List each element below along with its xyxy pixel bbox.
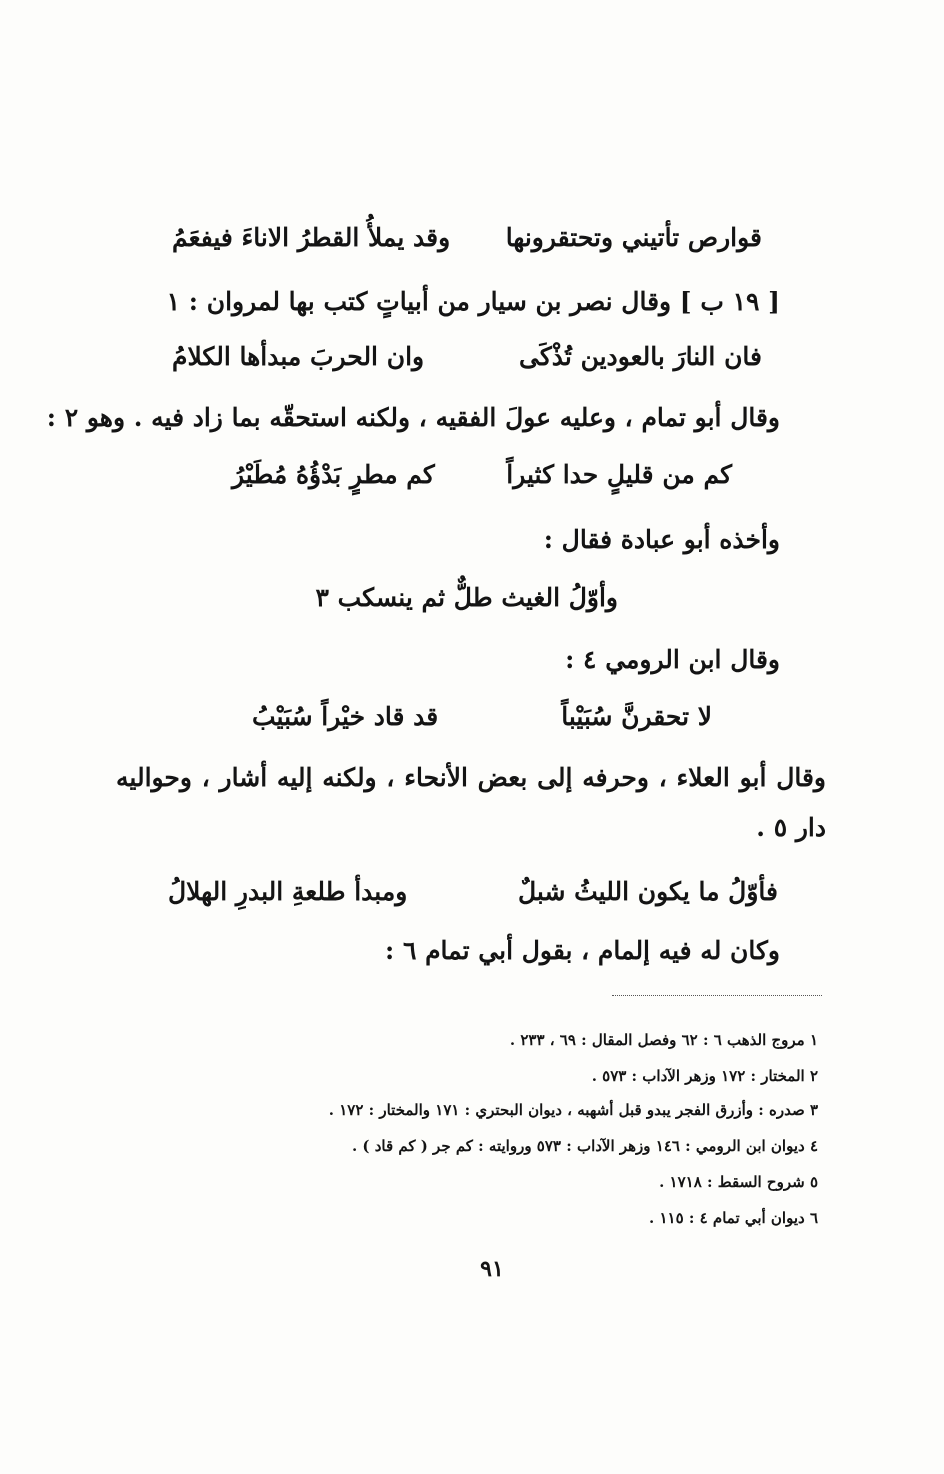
prose-line: [ ١٩ ب ] وقال نصر بن سيار من أبياتٍ كتب بها لمروان : ١	[166, 287, 780, 316]
prose-line: وقال أبو العلاء ، وحرفه إلى بعض الأنحاء ، ولكنه إليه أشار ، وحواليه	[116, 763, 826, 792]
prose-line: وأوّلُ الغيث طلٌّ ثم ينسكب ٣	[315, 583, 618, 612]
prose-line: دار ٥ .	[756, 813, 826, 842]
verse-hemistich-first: قوارص تأتيني وتحتقرونها	[505, 223, 762, 252]
footnote: ٦ ديوان أبي تمام ٤ : ١١٥ .	[649, 1209, 818, 1227]
footnote: ١ مروج الذهب ٦ : ٦٢ وفصل المقال : ٦٩ ، ٢٣٣ .	[509, 1031, 818, 1049]
prose-line: وقال ابن الرومي ٤ :	[565, 645, 780, 674]
footnote: ٥ شروح السقط : ١٧١٨ .	[659, 1173, 818, 1191]
prose-line: وكان له فيه إلمام ، بقول أبي تمام ٦ :	[385, 936, 780, 965]
verse-hemistich-first: فان النارَ بالعودين تُذْكَى	[519, 342, 762, 371]
prose-line: وأخذه أبو عبادة فقال :	[543, 525, 780, 554]
verse-hemistich-second: وان الحربَ مبدأها الكلامُ	[172, 342, 425, 371]
verse-hemistich-first: فأوّلُ ما يكون الليثُ شبلٌ	[517, 877, 778, 906]
footnote: ٣ صدره : وأزرق الفجر يبدو قبل أشهبه ، ديوان البحتري : ١٧١ والمختار : ١٧٢ .	[328, 1101, 818, 1119]
footnote-separator	[612, 995, 822, 996]
verse-hemistich-second: وقد يملأُ القطرُ الاناءَ فيفعَمُ	[172, 223, 451, 252]
footnote: ٤ ديوان ابن الرومي : ١٤٦ وزهر الآداب : ٥٧٣ وروايته : كم جر ( كم قاد ) .	[351, 1137, 818, 1155]
prose-line: وقال أبو تمام ، وعليه عولَ الفقيه ، ولكنه استحقّه بما زاد فيه . وهو ٢ :	[46, 403, 780, 432]
verse-hemistich-second: ومبدأ طلعةِ البدرِ الهلالُ	[168, 877, 408, 906]
verse-hemistich-first: لا تحقرنَّ سُبَيْباً	[561, 702, 712, 731]
footnote: ٢ المختار : ١٧٢ وزهر الآداب : ٥٧٣ .	[591, 1067, 818, 1085]
page-number: ٩١	[480, 1256, 504, 1282]
verse-hemistich-first: كم من قليلٍ حدا كثيراً	[506, 460, 732, 489]
verse-hemistich-second: كم مطرٍ بَدْؤُهُ مُطَيْرُ	[232, 460, 435, 489]
verse-hemistich-second: قد قاد خيْراً سُبَيْبُ	[252, 702, 439, 731]
